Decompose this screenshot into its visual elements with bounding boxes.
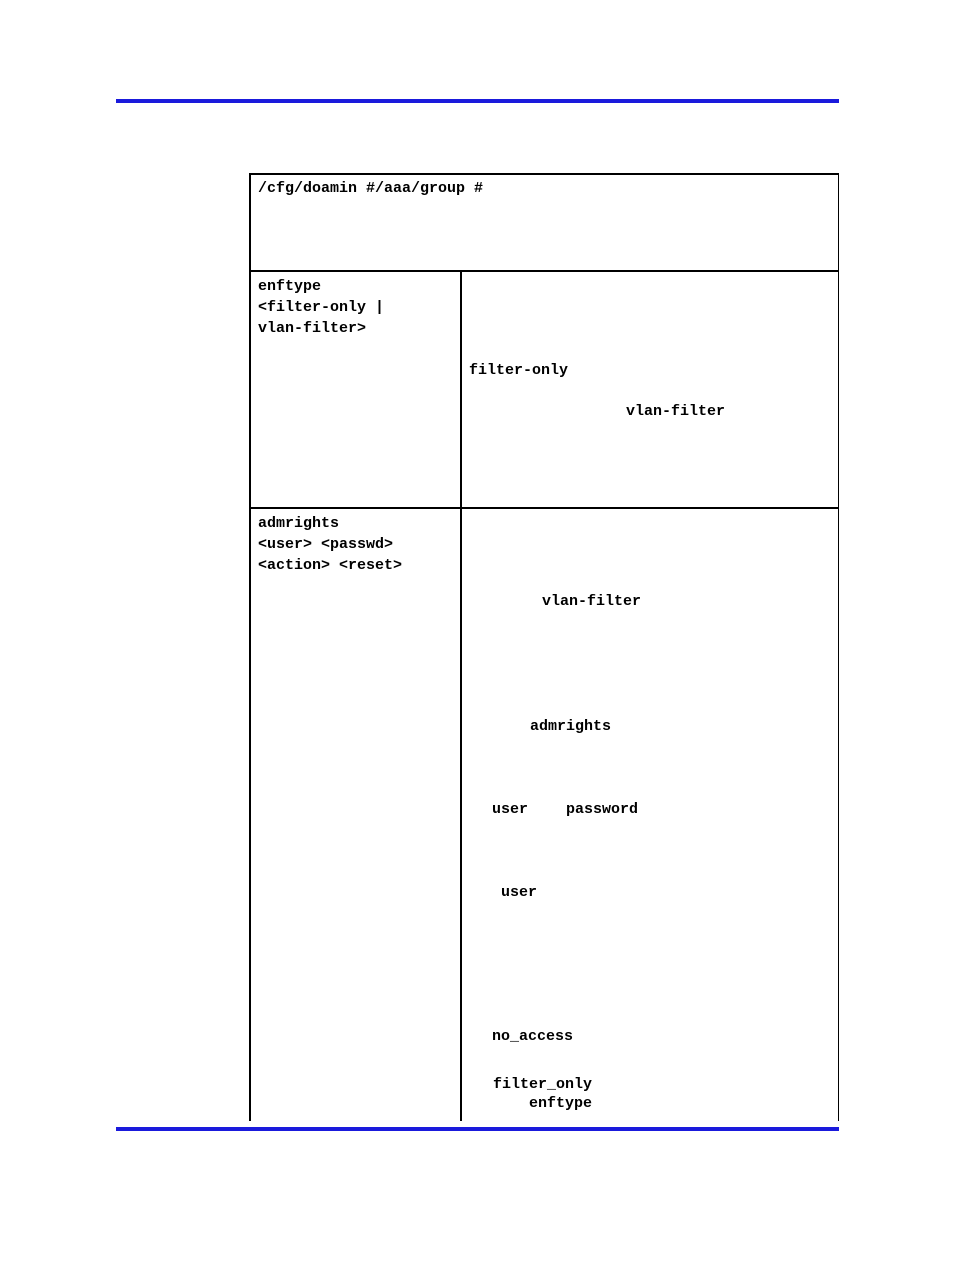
description-keyword: filter-only xyxy=(469,362,569,379)
description-keyword: filter_only xyxy=(493,1076,593,1093)
command-cell-line: enftype xyxy=(258,278,322,295)
description-keyword: no_access xyxy=(492,1028,574,1045)
description-keyword: password xyxy=(566,801,639,818)
description-keyword: enftype xyxy=(529,1095,593,1112)
description-keyword: admrights xyxy=(530,718,612,735)
table-column-divider xyxy=(460,271,462,1121)
command-path-heading: /cfg/doamin #/aaa/group # xyxy=(258,180,484,197)
command-cell-line: vlan-filter> xyxy=(258,320,367,337)
header-rule xyxy=(116,99,839,103)
description-keyword: vlan-filter xyxy=(626,403,726,420)
description-keyword: vlan-filter xyxy=(542,593,642,610)
command-cell-line: <user> <passwd> xyxy=(258,536,394,553)
footer-rule xyxy=(116,1127,839,1131)
description-keyword: user xyxy=(501,884,538,901)
command-cell-line: <action> <reset> xyxy=(258,557,403,574)
description-keyword: user xyxy=(492,801,529,818)
table-row-divider xyxy=(249,270,839,272)
table-row-divider xyxy=(249,507,839,509)
command-cell-line: <filter-only | xyxy=(258,299,385,316)
command-cell-line: admrights xyxy=(258,515,340,532)
